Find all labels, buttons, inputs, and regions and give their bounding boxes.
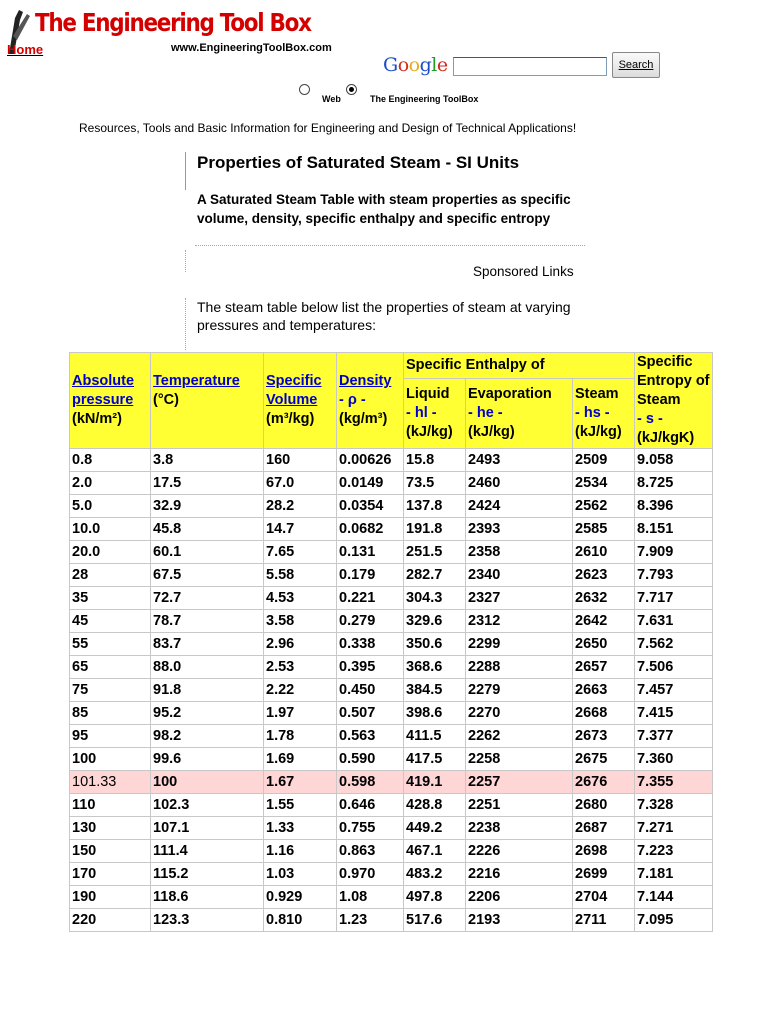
table-row — [70, 656, 713, 679]
table-cell: 28.2 — [264, 495, 337, 518]
table-cell: 1.08 — [337, 886, 404, 909]
google-logo-letter: G — [383, 54, 398, 76]
table-cell: 0.395 — [337, 656, 404, 679]
table-cell: 10.0 — [70, 518, 151, 541]
header-temperature — [151, 353, 264, 449]
table-row — [70, 610, 713, 633]
table-cell: 2699 — [573, 863, 635, 886]
table-cell: 150 — [70, 840, 151, 863]
table-cell: 78.7 — [151, 610, 264, 633]
steam-table-body — [70, 449, 713, 932]
google-logo-letter: e — [436, 54, 448, 76]
header-liquid-symbol: - hl - — [406, 405, 437, 422]
table-row — [70, 541, 713, 564]
table-cell: 2493 — [466, 449, 573, 472]
header-evaporation-label: Evaporation — [468, 386, 552, 403]
table-cell: 28 — [70, 564, 151, 587]
table-cell: 0.929 — [264, 886, 337, 909]
table-cell: 2270 — [466, 702, 573, 725]
table-cell: 7.095 — [635, 909, 713, 932]
table-cell: 2.0 — [70, 472, 151, 495]
table-row — [70, 702, 713, 725]
table-cell: 7.415 — [635, 702, 713, 725]
table-cell: 15.8 — [404, 449, 466, 472]
table-cell: 0.221 — [337, 587, 404, 610]
header-steam — [573, 379, 635, 449]
table-cell: 115.2 — [151, 863, 264, 886]
table-cell: 1.03 — [264, 863, 337, 886]
table-cell: 0.131 — [337, 541, 404, 564]
header-pressure-link[interactable]: Absolute pressure — [72, 373, 135, 408]
header-density-unit: (kg/m³) — [339, 411, 388, 427]
table-cell: 2.22 — [264, 679, 337, 702]
table-cell: 1.78 — [264, 725, 337, 748]
table-cell: 2288 — [466, 656, 573, 679]
table-cell: 118.6 — [151, 886, 264, 909]
table-cell: 7.562 — [635, 633, 713, 656]
table-cell: 83.7 — [151, 633, 264, 656]
header-temperature-link[interactable]: Temperature — [153, 373, 240, 389]
table-cell: 2657 — [573, 656, 635, 679]
table-cell: 2704 — [573, 886, 635, 909]
table-cell: 0.0682 — [337, 518, 404, 541]
table-row — [70, 840, 713, 863]
table-cell: 67.5 — [151, 564, 264, 587]
home-link[interactable]: Home — [7, 42, 44, 57]
table-cell: 2509 — [573, 449, 635, 472]
steam-table — [69, 352, 713, 932]
table-cell: 2585 — [573, 518, 635, 541]
table-cell: 7.271 — [635, 817, 713, 840]
header-pressure-unit: (kN/m²) — [72, 411, 122, 427]
table-cell: 130 — [70, 817, 151, 840]
table-cell: 35 — [70, 587, 151, 610]
table-cell: 0.507 — [337, 702, 404, 725]
table-cell: 123.3 — [151, 909, 264, 932]
table-cell: 2.96 — [264, 633, 337, 656]
table-cell: 2687 — [573, 817, 635, 840]
table-cell: 191.8 — [404, 518, 466, 541]
table-cell: 2257 — [466, 771, 573, 794]
table-cell: 107.1 — [151, 817, 264, 840]
table-cell: 0.970 — [337, 863, 404, 886]
table-cell: 304.3 — [404, 587, 466, 610]
table-cell: 95 — [70, 725, 151, 748]
table-cell: 3.58 — [264, 610, 337, 633]
table-cell: 170 — [70, 863, 151, 886]
table-row — [70, 633, 713, 656]
table-cell: 55 — [70, 633, 151, 656]
search-button[interactable]: Search — [612, 52, 660, 78]
table-cell: 7.506 — [635, 656, 713, 679]
table-cell: 7.360 — [635, 748, 713, 771]
table-cell: 2675 — [573, 748, 635, 771]
table-cell: 102.3 — [151, 794, 264, 817]
table-cell: 72.7 — [151, 587, 264, 610]
table-cell: 0.563 — [337, 725, 404, 748]
table-row — [70, 587, 713, 610]
table-cell: 100 — [70, 748, 151, 771]
table-row — [70, 725, 713, 748]
search-web-radio[interactable] — [299, 84, 310, 95]
table-cell: 88.0 — [151, 656, 264, 679]
table-cell: 1.16 — [264, 840, 337, 863]
table-cell: 1.55 — [264, 794, 337, 817]
table-cell: 1.69 — [264, 748, 337, 771]
intro-text: The steam table below list the properties of steam at varying pressures and temperatures: — [197, 299, 571, 333]
table-cell: 220 — [70, 909, 151, 932]
table-cell: 45.8 — [151, 518, 264, 541]
google-logo-letter: g — [419, 54, 432, 76]
search-toolbox-label: The Engineering ToolBox — [370, 94, 479, 104]
table-cell: 0.450 — [337, 679, 404, 702]
table-cell: 2193 — [466, 909, 573, 932]
table-cell: 7.65 — [264, 541, 337, 564]
google-logo-letter: l — [431, 54, 437, 76]
table-cell: 2698 — [573, 840, 635, 863]
table-cell: 1.33 — [264, 817, 337, 840]
table-cell: 0.755 — [337, 817, 404, 840]
table-cell: 7.631 — [635, 610, 713, 633]
header-entropy-label: Specific Entropy of Steam — [637, 354, 710, 408]
site-tagline: Resources, Tools and Basic Information for Engineering and Design of Technical Applications! — [79, 121, 577, 135]
table-cell: 2216 — [466, 863, 573, 886]
table-cell: 8.396 — [635, 495, 713, 518]
table-cell: 7.223 — [635, 840, 713, 863]
table-cell: 111.4 — [151, 840, 264, 863]
divider — [185, 298, 186, 350]
table-cell: 8.151 — [635, 518, 713, 541]
table-cell: 14.7 — [264, 518, 337, 541]
search-input[interactable] — [453, 57, 607, 76]
table-cell: 1.23 — [337, 909, 404, 932]
header-steam-unit: (kJ/kg) — [575, 424, 622, 441]
table-cell: 2610 — [573, 541, 635, 564]
header-volume — [264, 353, 337, 449]
table-row — [70, 771, 713, 794]
header-density-link[interactable]: Density — [339, 373, 392, 389]
table-cell: 417.5 — [404, 748, 466, 771]
table-cell: 2238 — [466, 817, 573, 840]
header-entropy-symbol: - s - — [637, 411, 663, 427]
table-cell: 329.6 — [404, 610, 466, 633]
header-liquid — [404, 379, 466, 449]
google-logo-letter: o — [408, 54, 420, 76]
header-pressure — [70, 353, 151, 449]
header-steam-symbol: - hs - — [575, 405, 610, 422]
table-cell: 2562 — [573, 495, 635, 518]
table-cell: 2711 — [573, 909, 635, 932]
table-cell: 398.6 — [404, 702, 466, 725]
table-cell: 0.598 — [337, 771, 404, 794]
table-cell: 7.909 — [635, 541, 713, 564]
table-cell: 384.5 — [404, 679, 466, 702]
table-cell: 3.8 — [151, 449, 264, 472]
table-cell: 1.97 — [264, 702, 337, 725]
page-title: Properties of Saturated Steam - SI Units — [197, 153, 520, 172]
table-cell: 2642 — [573, 610, 635, 633]
table-cell: 100 — [151, 771, 264, 794]
search-toolbox-radio[interactable] — [346, 84, 357, 95]
table-cell: 0.00626 — [337, 449, 404, 472]
search-web-label: Web — [322, 94, 341, 104]
table-cell: 67.0 — [264, 472, 337, 495]
table-cell: 419.1 — [404, 771, 466, 794]
table-cell: 160 — [264, 449, 337, 472]
table-cell: 2663 — [573, 679, 635, 702]
table-cell: 0.179 — [337, 564, 404, 587]
table-cell: 449.2 — [404, 817, 466, 840]
table-cell: 0.863 — [337, 840, 404, 863]
table-cell: 7.457 — [635, 679, 713, 702]
table-cell: 2680 — [573, 794, 635, 817]
header-enthalpy-group: Specific Enthalpy of — [404, 353, 635, 379]
table-cell: 101.33 — [70, 771, 151, 794]
table-cell: 2262 — [466, 725, 573, 748]
table-cell: 2312 — [466, 610, 573, 633]
table-row — [70, 495, 713, 518]
table-cell: 7.717 — [635, 587, 713, 610]
table-cell: 7.793 — [635, 564, 713, 587]
table-cell: 95.2 — [151, 702, 264, 725]
table-cell: 2340 — [466, 564, 573, 587]
header-evaporation-unit: (kJ/kg) — [468, 424, 515, 441]
table-cell: 2226 — [466, 840, 573, 863]
table-cell: 85 — [70, 702, 151, 725]
table-row — [70, 794, 713, 817]
divider — [195, 245, 585, 246]
table-cell: 2623 — [573, 564, 635, 587]
header-density-symbol: - ρ - — [339, 392, 366, 408]
header-evaporation — [466, 379, 573, 449]
table-cell: 0.8 — [70, 449, 151, 472]
table-cell: 7.328 — [635, 794, 713, 817]
table-cell: 7.181 — [635, 863, 713, 886]
table-cell: 2251 — [466, 794, 573, 817]
table-cell: 2424 — [466, 495, 573, 518]
site-url: www.EngineeringToolBox.com — [171, 42, 332, 54]
table-cell: 9.058 — [635, 449, 713, 472]
table-cell: 65 — [70, 656, 151, 679]
header-liquid-unit: (kJ/kg) — [406, 424, 453, 441]
table-cell: 2279 — [466, 679, 573, 702]
table-cell: 251.5 — [404, 541, 466, 564]
table-cell: 2206 — [466, 886, 573, 909]
table-cell: 282.7 — [404, 564, 466, 587]
table-row — [70, 886, 713, 909]
table-cell: 20.0 — [70, 541, 151, 564]
google-logo — [383, 54, 448, 76]
table-cell: 32.9 — [151, 495, 264, 518]
table-cell: 350.6 — [404, 633, 466, 656]
divider — [185, 250, 186, 272]
sponsored-links-label: Sponsored Links — [473, 264, 574, 279]
header-volume-link[interactable]: Specific Volume — [266, 373, 322, 408]
table-row — [70, 748, 713, 771]
table-cell: 0.0354 — [337, 495, 404, 518]
table-cell: 411.5 — [404, 725, 466, 748]
table-cell: 2358 — [466, 541, 573, 564]
header-density — [337, 353, 404, 449]
header-entropy-unit: (kJ/kgK) — [637, 430, 695, 446]
table-cell: 5.0 — [70, 495, 151, 518]
table-cell: 99.6 — [151, 748, 264, 771]
table-cell: 0.810 — [264, 909, 337, 932]
table-cell: 0.590 — [337, 748, 404, 771]
table-row — [70, 909, 713, 932]
table-cell: 73.5 — [404, 472, 466, 495]
table-cell: 8.725 — [635, 472, 713, 495]
table-row — [70, 863, 713, 886]
table-row — [70, 472, 713, 495]
divider — [185, 152, 186, 190]
table-cell: 483.2 — [404, 863, 466, 886]
table-row — [70, 518, 713, 541]
table-row — [70, 449, 713, 472]
table-cell: 2668 — [573, 702, 635, 725]
table-row — [70, 564, 713, 587]
table-cell: 5.58 — [264, 564, 337, 587]
table-cell: 2460 — [466, 472, 573, 495]
table-cell: 75 — [70, 679, 151, 702]
table-cell: 91.8 — [151, 679, 264, 702]
table-cell: 2327 — [466, 587, 573, 610]
table-cell: 7.355 — [635, 771, 713, 794]
table-cell: 110 — [70, 794, 151, 817]
table-cell: 190 — [70, 886, 151, 909]
table-cell: 0.0149 — [337, 472, 404, 495]
site-logo[interactable] — [5, 4, 335, 56]
header-evaporation-symbol: - he - — [468, 405, 503, 422]
table-cell: 17.5 — [151, 472, 264, 495]
table-cell: 2393 — [466, 518, 573, 541]
table-cell: 467.1 — [404, 840, 466, 863]
page-subtitle: A Saturated Steam Table with steam properties as specific volume, density, specific enthalpy and specific entropy — [197, 192, 571, 226]
table-cell: 4.53 — [264, 587, 337, 610]
table-cell: 2.53 — [264, 656, 337, 679]
table-cell: 2650 — [573, 633, 635, 656]
table-cell: 368.6 — [404, 656, 466, 679]
table-cell: 2534 — [573, 472, 635, 495]
table-cell: 7.377 — [635, 725, 713, 748]
table-cell: 2676 — [573, 771, 635, 794]
table-cell: 60.1 — [151, 541, 264, 564]
table-cell: 0.338 — [337, 633, 404, 656]
table-cell: 0.279 — [337, 610, 404, 633]
table-cell: 45 — [70, 610, 151, 633]
table-cell: 137.8 — [404, 495, 466, 518]
header-liquid-label: Liquid — [406, 386, 450, 403]
table-cell: 98.2 — [151, 725, 264, 748]
table-cell: 428.8 — [404, 794, 466, 817]
table-cell: 2299 — [466, 633, 573, 656]
header-volume-unit: (m³/kg) — [266, 411, 315, 427]
table-cell: 517.6 — [404, 909, 466, 932]
site-title: The Engineering Tool Box — [35, 8, 311, 37]
header-temperature-unit: (°C) — [153, 392, 179, 408]
google-logo-letter: o — [397, 54, 409, 76]
table-cell: 497.8 — [404, 886, 466, 909]
table-cell: 2632 — [573, 587, 635, 610]
header-entropy — [635, 353, 713, 449]
header-steam-label: Steam — [575, 386, 619, 403]
table-cell: 0.646 — [337, 794, 404, 817]
table-row — [70, 817, 713, 840]
table-cell: 2258 — [466, 748, 573, 771]
table-cell: 7.144 — [635, 886, 713, 909]
table-cell: 1.67 — [264, 771, 337, 794]
table-row — [70, 679, 713, 702]
table-cell: 2673 — [573, 725, 635, 748]
